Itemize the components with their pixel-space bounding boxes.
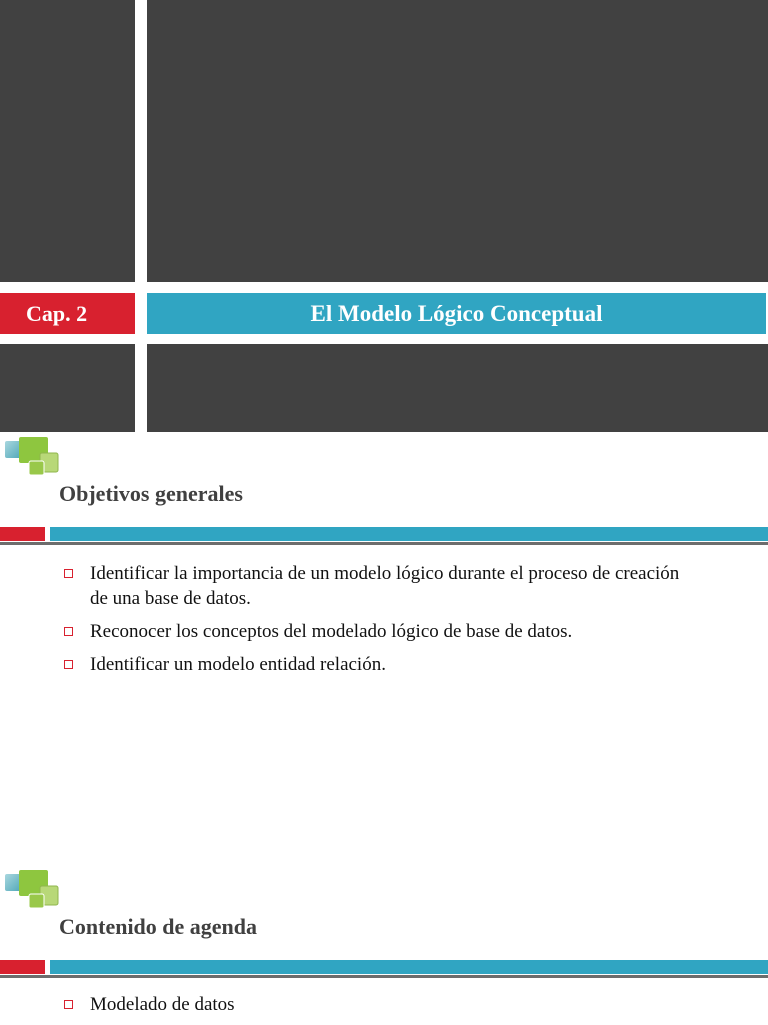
- chapter-label-bar: [0, 293, 135, 334]
- title-rule-shadow: [0, 542, 768, 545]
- dark-panel-top-right: [147, 0, 768, 282]
- logo-square-small-green: [29, 894, 44, 908]
- chapter-title-bar: [147, 293, 766, 334]
- dark-panel-bottom-left: [0, 344, 135, 432]
- list-item-text: Modelado de datos: [90, 994, 235, 1015]
- list-item-text: Reconocer los conceptos del modelado lógico de base de datos.: [90, 621, 573, 642]
- title-rule-red: [0, 960, 45, 974]
- dark-panel-bottom-right: [147, 344, 768, 432]
- list-item: [90, 992, 700, 1017]
- dark-panel-top-left: [0, 0, 135, 282]
- slide-title: Contenido de agenda: [59, 914, 258, 939]
- logo-square-small-green: [29, 461, 44, 475]
- list-item-text: Identificar la importancia de un modelo lógico durante el proceso de creación de una base de datos.: [90, 563, 680, 609]
- slide-title: Objetivos generales: [59, 481, 243, 506]
- list-item: [90, 652, 700, 677]
- list-item: [90, 561, 700, 611]
- title-rule-shadow: [0, 975, 768, 978]
- objectives-list: [90, 561, 700, 685]
- chapter-label: Cap. 2: [26, 301, 88, 326]
- overlapping-squares-logo-icon: [4, 436, 60, 476]
- chapter-title: El Modelo Lógico Conceptual: [310, 301, 603, 326]
- overlapping-squares-logo-icon: [4, 869, 60, 909]
- list-item: [90, 619, 700, 644]
- title-rule-teal: [50, 960, 768, 974]
- title-rule-teal: [50, 527, 768, 541]
- agenda-list: [90, 992, 700, 1025]
- hollow-square-bullet-icon: [64, 660, 73, 669]
- title-rule-red: [0, 527, 45, 541]
- hollow-square-bullet-icon: [64, 1000, 73, 1009]
- hollow-square-bullet-icon: [64, 569, 73, 578]
- list-item-text: Identificar un modelo entidad relación.: [90, 654, 386, 675]
- hollow-square-bullet-icon: [64, 627, 73, 636]
